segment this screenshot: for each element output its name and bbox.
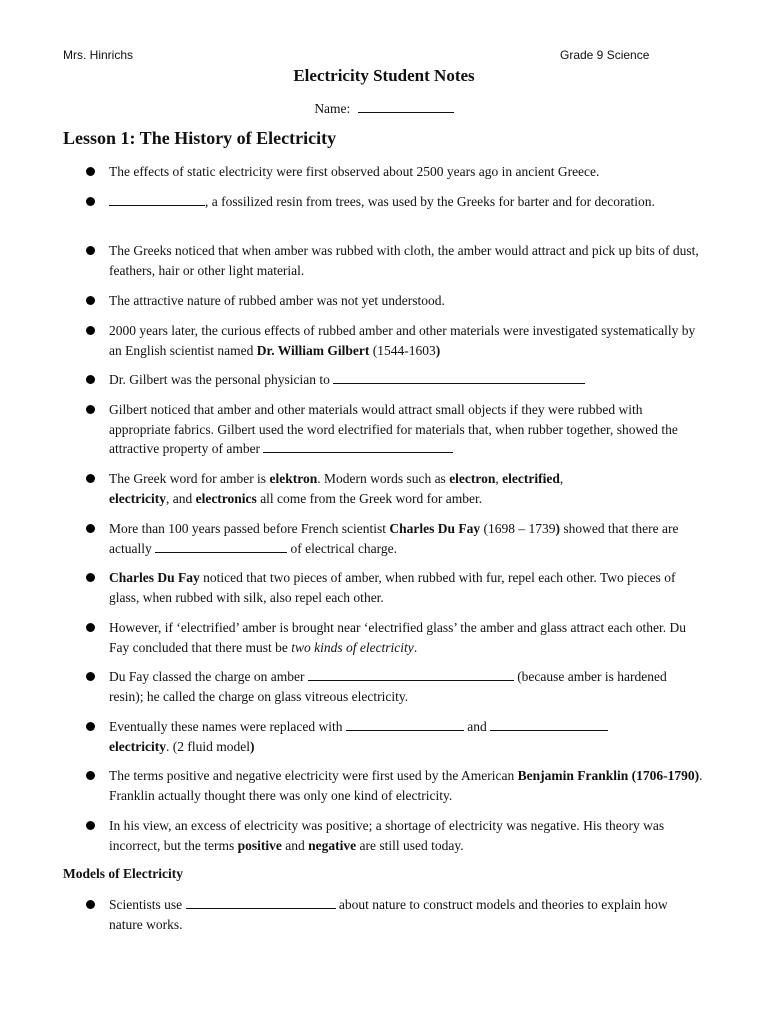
bullet-text: Eventually these names were replaced with and electricity. (2 fluid model) [109,717,704,756]
course-name: Grade 9 Science [560,48,650,62]
bullet-icon [86,623,95,632]
bullet-text: 2000 years later, the curious effects of rubbed amber and other materials were investigated systematically by an English scientist named Dr. William Gilbert (1544-1603) [109,323,696,358]
bullet-icon [86,474,95,483]
bullet-text: Gilbert noticed that amber and other materials would attract small objects if they were rubbed with appropriate fabrics. Gilbert used the word electrified for materials that, when rubber together, showed the attractive property of amber [109,402,678,457]
answer-blank[interactable] [263,439,453,453]
bullet-icon [86,524,95,533]
bullet-text: Charles Du Fay noticed that two pieces of amber, when rubbed with fur, repel each other. Two pieces of glass, when rubbed with silk, also repel each other. [109,570,676,605]
name-row [0,99,768,117]
bullet-text: The Greeks noticed that when amber was rubbed with cloth, the amber would attract and pick up bits of dust, feathers, hair or other light material. [109,243,699,278]
answer-blank[interactable] [333,370,585,384]
bullet-icon [86,722,95,731]
bullet-icon [86,326,95,335]
bullet-text: The Greek word for amber is elektron. Modern words such as electron, electrified, electricity, and electronics all come from the Greek word for amber. [109,471,564,506]
answer-blank[interactable] [155,539,287,553]
bullet-text: However, if ‘electrified’ amber is brought near ‘electrified glass’ the amber and glass attract each other. Du Fay concluded that there must be two kinds of electricity. [109,620,686,655]
section-heading-models: Models of Electricity [63,866,183,881]
bullet-icon [86,821,95,830]
answer-blank[interactable] [346,717,464,731]
bullet-text: , a fossilized resin from trees, was used by the Greeks for barter and for decoration. [109,192,704,212]
bullet-icon [86,296,95,305]
answer-blank[interactable] [490,717,608,731]
bullet-icon [86,900,95,909]
bullet-icon [86,771,95,780]
answer-blank[interactable] [109,192,205,206]
bullet-icon [86,167,95,176]
bullet-text: Dr. Gilbert was the personal physician to [109,370,704,390]
lesson-heading: Lesson 1: The History of Electricity [63,128,337,148]
bullet-icon [86,197,95,206]
bullet-text: Scientists use about nature to construct models and theories to explain how nature works. [109,897,668,932]
bullet-text: The terms positive and negative electricity were first used by the American Benjamin Franklin (1706-1790). Franklin actually thought there was only one kind of electricity. [109,768,703,803]
answer-blank[interactable] [308,667,514,681]
name-label: Name: [314,101,351,116]
bullet-text: In his view, an excess of electricity was positive; a shortage of electricity was negative. His theory was incorrect, but the terms positive and negative are still used today. [109,818,665,853]
bullet-icon [86,405,95,414]
bullet-icon [86,573,95,582]
bullet-icon [86,375,95,384]
bullet-icon [86,672,95,681]
answer-blank[interactable] [186,895,336,909]
bullet-text: The effects of static electricity were first observed about 2500 years ago in ancient Greece. [109,164,600,179]
bullet-text: Du Fay classed the charge on amber (because amber is hardened resin); he called the charge on glass vitreous electricity. [109,669,667,704]
page-title: Electricity Student Notes [293,66,475,85]
bullet-text: More than 100 years passed before French scientist Charles Du Fay (1698 – 1739) showed that there are actually of electrical charge. [109,521,679,556]
teacher-name: Mrs. Hinrichs [63,48,134,62]
bullet-text: The attractive nature of rubbed amber was not yet understood. [109,293,445,308]
bullet-icon [86,246,95,255]
name-blank[interactable] [358,99,454,113]
